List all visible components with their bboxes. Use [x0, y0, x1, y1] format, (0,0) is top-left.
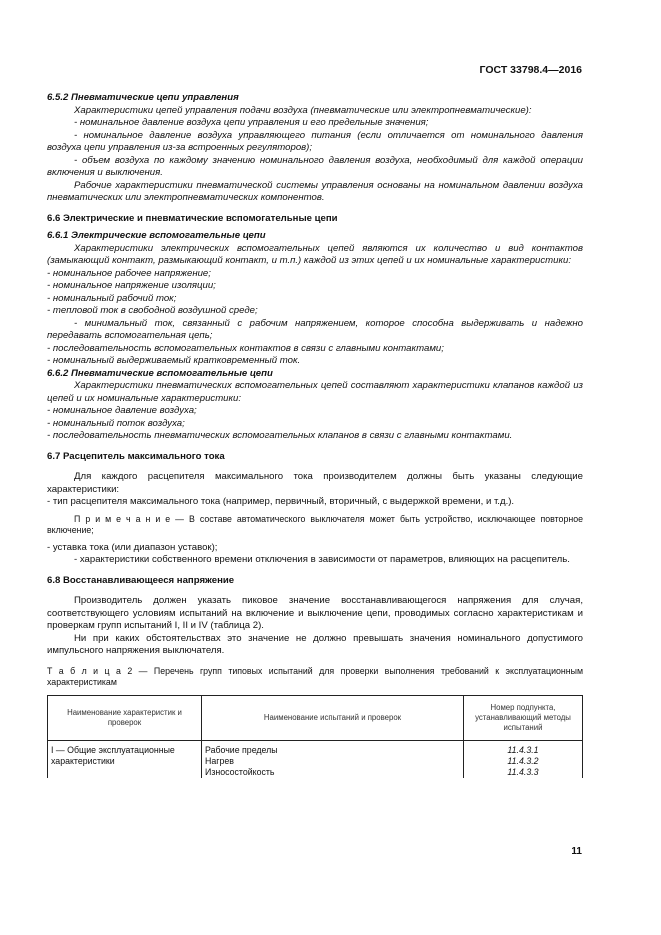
table-cell-ref: 11.4.3.2: [464, 756, 583, 767]
page-content: [47, 92, 583, 778]
section-6-7-intro: Для каждого расцепителя максимального тока производителем должны быть указаны следующие характеристики:: [47, 471, 583, 495]
list-item: - номинальный поток воздуха;: [47, 417, 185, 429]
table-header-row: [48, 695, 583, 740]
page-number: 11: [571, 846, 582, 857]
table-cell-test: Нагрев: [202, 756, 464, 767]
standard-designation: ГОСТ 33798.4—2016: [479, 64, 582, 76]
list-item: - минимальный ток, связанный с рабочим напряжением, которое способна выдерживать и надежно передавать вспомогательная цепь;: [47, 317, 583, 341]
note: [47, 514, 583, 537]
section-6-6-1-title: 6.6.1 Электрические вспомогательные цепи: [47, 230, 266, 241]
table-row: [48, 740, 583, 756]
table-cell-test: Рабочие пределы: [202, 740, 464, 756]
table-caption-label: Т а б л и ц а 2: [47, 665, 133, 676]
table-2: [47, 695, 583, 778]
section-6-6-2-title: 6.6.2 Пневматические вспомогательные цепи: [47, 367, 273, 379]
list-item: - характеристики собственного времени отключения в зависимости от параметров, влияющих на расцепитель.: [74, 554, 570, 565]
table-header-cell: Наименование характеристик и проверок: [48, 695, 202, 740]
section-6-7-title: 6.7 Расцепитель максимального тока: [47, 450, 225, 462]
section-6-6-1-intro: Характеристики электрических вспомогательных цепей являются их количество и вид контактов (замыкающий контакт, размыкающий контакт, и т.п.) каждой из этих цепей и их номинальные характеристики:: [47, 242, 583, 266]
list-item: - номинальный рабочий ток;: [47, 292, 177, 304]
list-item: - объем воздуха по каждому значению номинального давления воздуха, необходимый для каждой операции включения и выключения.: [47, 154, 583, 178]
list-item: - тип расцепителя максимального тока (например, первичный, вторичный, с выдержкой времени, и т.д.).: [47, 496, 515, 507]
list-item: - номинальное рабочее напряжение;: [47, 267, 211, 279]
section-6-5-2-intro: Характеристики цепей управления подачи воздуха (пневматические или электропневматические):: [74, 104, 532, 116]
list-item: - номинальное давление воздуха цепи управления и его предельные значения;: [74, 117, 429, 128]
list-item: - последовательность вспомогательных контактов в связи с главными контактами;: [47, 342, 444, 354]
list-item: - номинальное давление воздуха;: [47, 405, 197, 416]
table-header-cell: Номер подпункта, устанавливающий методы испытаний: [464, 695, 583, 740]
list-item: - номинальное давление воздуха управляющего питания (если отличается от номинального давления воздуха цепи управления из-за встроенных регуляторов);: [47, 129, 583, 153]
table-cell-group: I — Общие эксплуатационные характеристики: [48, 740, 202, 778]
section-6-5-2-paragraph: Рабочие характеристики пневматической системы управления основаны на номинальном давлении воздуха пневматических или электропневматических компонентов.: [47, 179, 583, 203]
section-6-8-paragraph-1: Производитель должен указать пиковое значение восстанавливающегося напряжения для случая, соответствующего условиям испытаний на включение и выключение цепи, проводимых согласно характеристикам и проверкам групп испытаний I, II и IV (таблица 2).: [47, 595, 583, 631]
note-text: — В составе автоматического выключателя может быть устройство, исключающее повторное включение;: [47, 513, 583, 535]
table-cell-ref: 11.4.3.3: [464, 767, 583, 778]
table-cell-test: Износостойкость: [202, 767, 464, 778]
table-caption: [47, 666, 583, 689]
list-item: - последовательность пневматических вспомогательных клапанов в связи с главными контактами.: [47, 430, 513, 441]
section-6-6-2-intro: Характеристики пневматических вспомогательных цепей составляют характеристики клапанов каждой из цепей и их номинальные характеристики:: [47, 380, 583, 404]
section-6-8-title: 6.8 Восстанавливающееся напряжение: [47, 574, 235, 586]
list-item: - уставка тока (или диапазон уставок);: [47, 541, 218, 553]
section-6-6-title: 6.6 Электрические и пневматические вспомогательные цепи: [47, 212, 338, 224]
table-cell-ref: 11.4.3.1: [464, 740, 583, 756]
note-label: П р и м е ч а н и е: [74, 513, 171, 524]
section-6-8-paragraph-2: Ни при каких обстоятельствах это значение не должно превышать значения номинального допустимого импульсного напряжения выключателя.: [47, 632, 583, 656]
list-item: - номинальное напряжение изоляции;: [47, 280, 216, 291]
list-item: - номинальный выдерживаемый кратковременный ток.: [47, 355, 301, 366]
list-item: - тепловой ток в свободной воздушной среде;: [47, 305, 258, 316]
table-caption-text: — Перечень групп типовых испытаний для проверки выполнения требований к эксплуатационным характеристикам: [47, 665, 583, 687]
section-6-5-2-title: 6.5.2 Пневматические цепи управления: [47, 92, 239, 103]
table-header-cell: Наименование испытаний и проверок: [202, 695, 464, 740]
